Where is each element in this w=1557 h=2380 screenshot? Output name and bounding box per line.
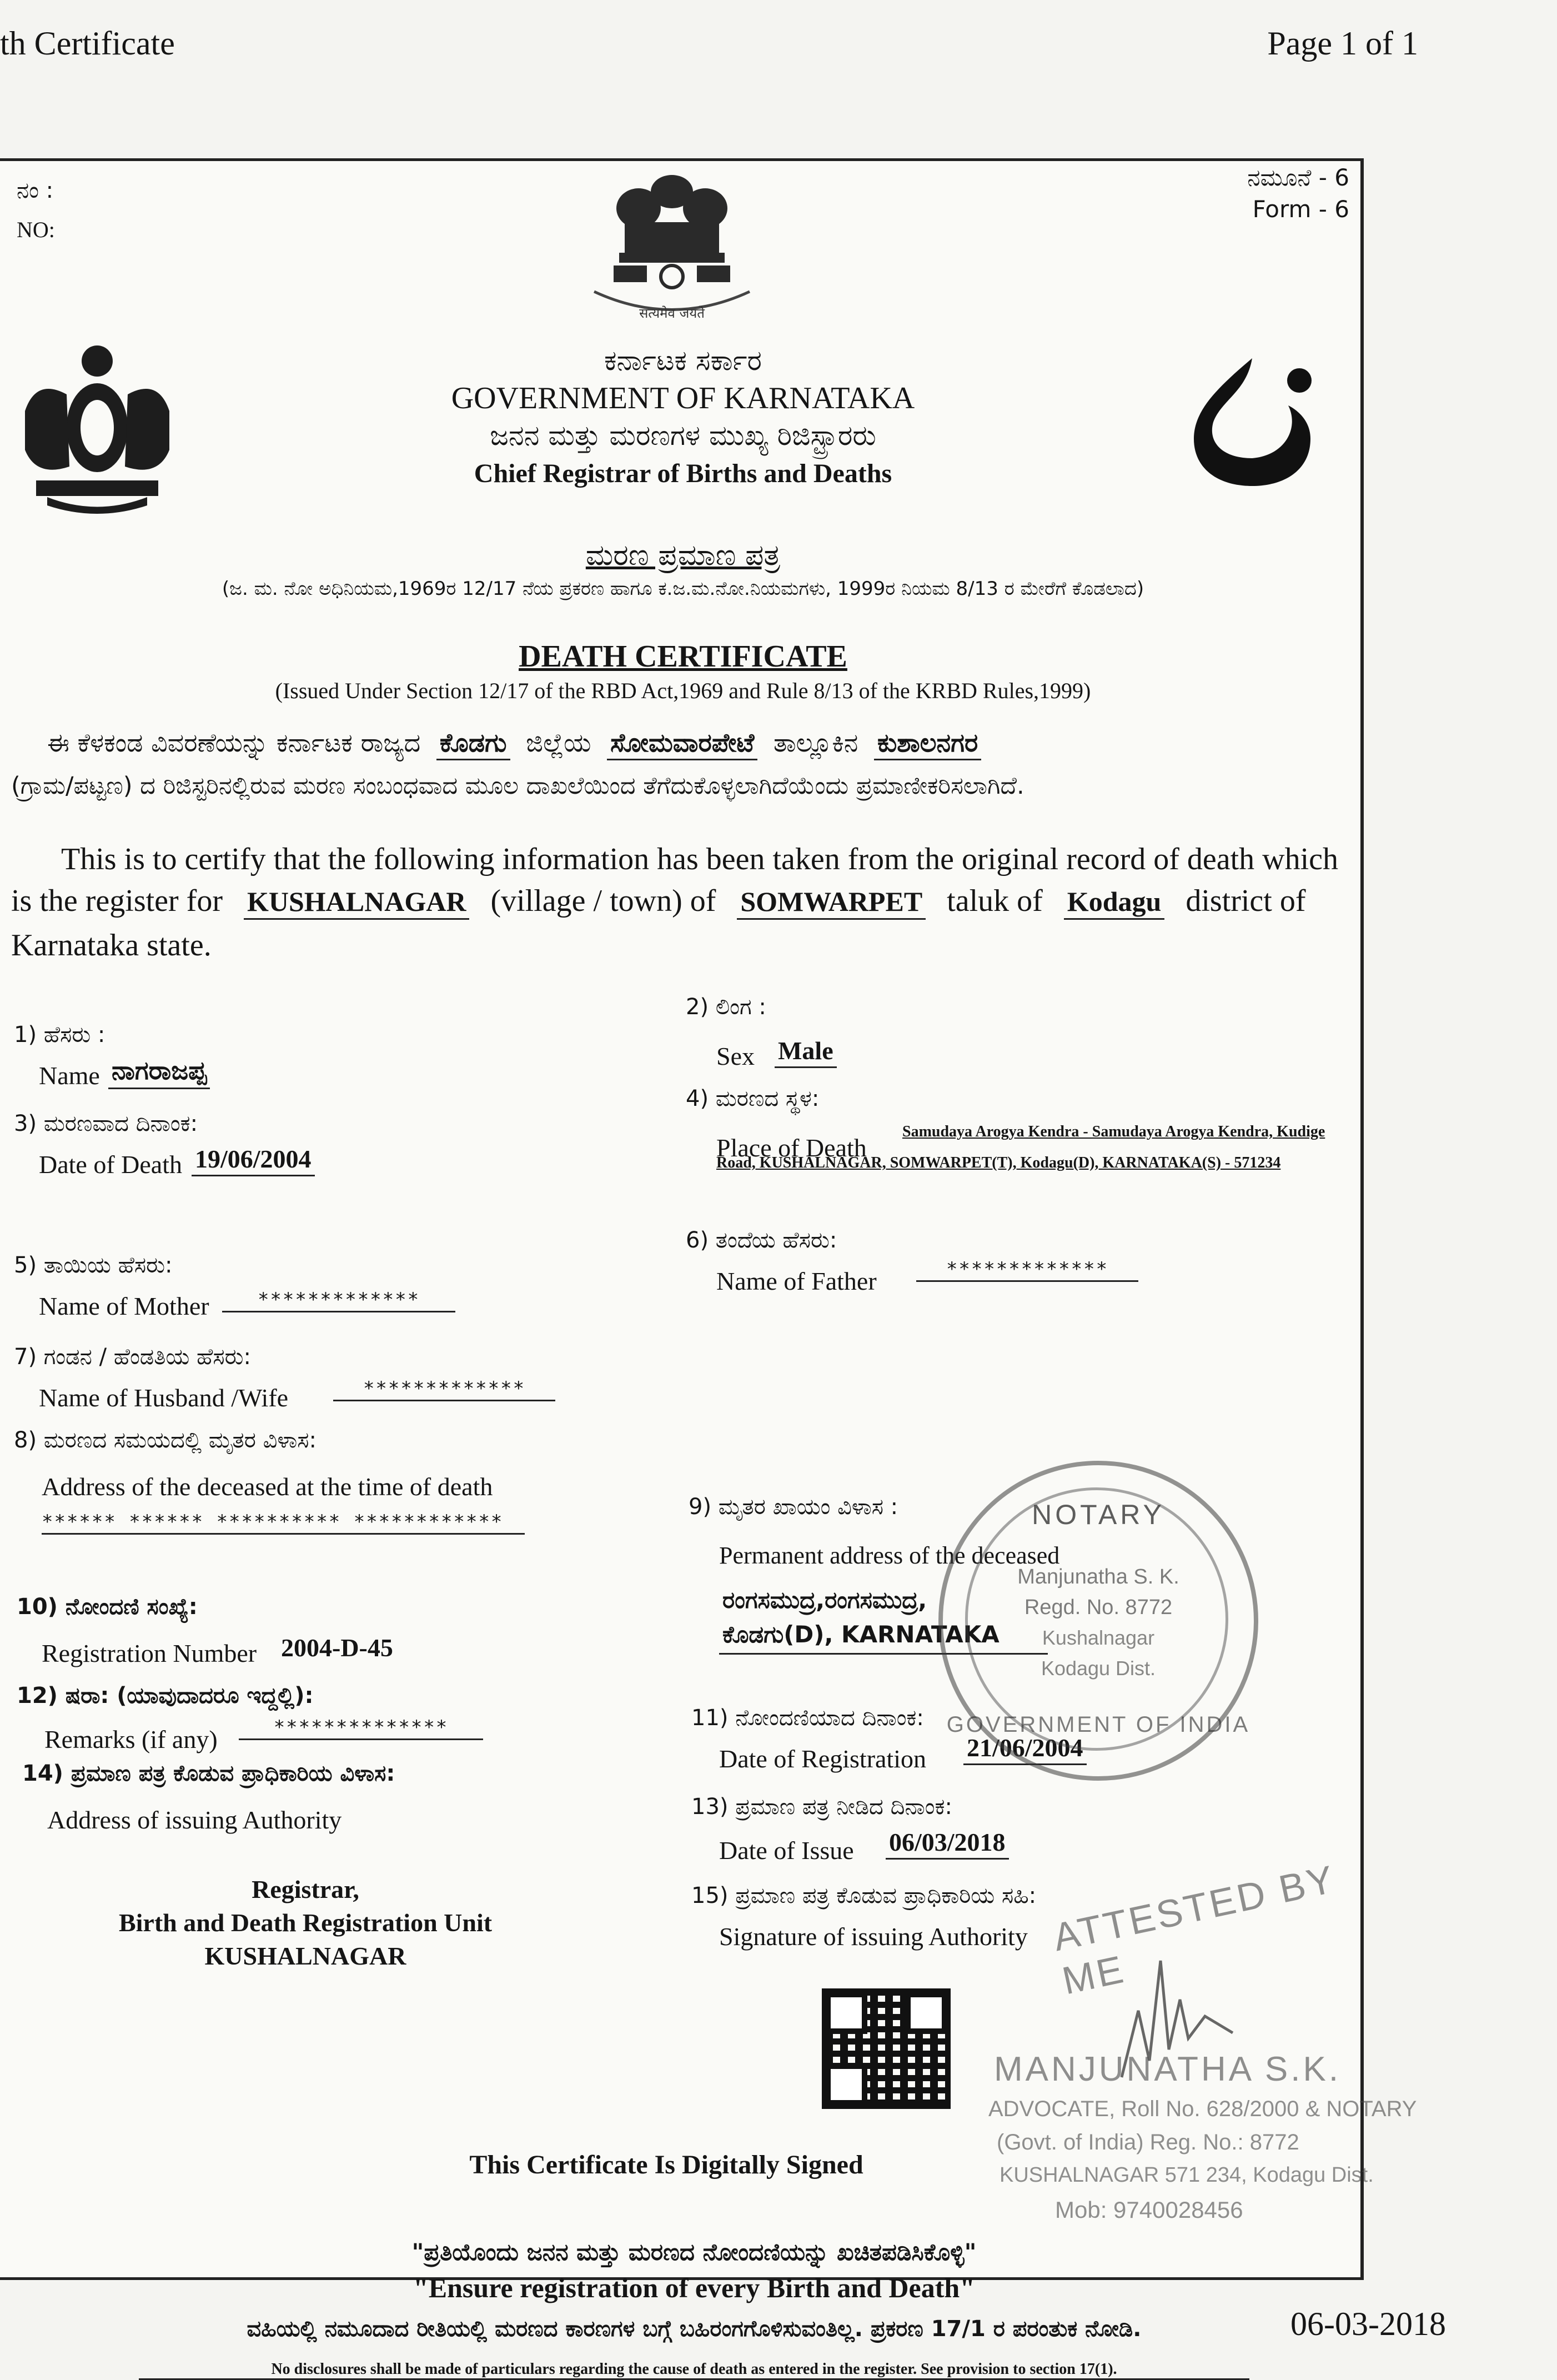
district-value: Kodagu [1064,886,1165,920]
certificate-act-kn: (ಜ. ಮ. ನೋ ಅಧಿನಿಯಮ,1969ರ 12/17 ನೆಯ ಪ್ರಕರಣ ಹಾಗೂ ಕ.ಜ.ಮ.ನೋ.ನಿಯಮಗಳು, 1999ರ ನಿಯಮ 8/13 ರ ಮೇರೆಗೆ ಕೊಡಲಾದ) [222,578,1144,600]
karnataka-emblem-icon [14,339,180,517]
sig-label-kn: 15) ಪ್ರಮಾಣ ಪತ್ರ ಕೊಡುವ ಪ್ರಾಧಿಕಾರಿಯ ಸಹಿ: [691,1883,1037,1908]
issue-value: 06/03/2018 [886,1827,1009,1860]
sex-value: Male [775,1036,837,1068]
page-number: Page 1 of 1 [1267,25,1418,62]
number-label-kn: ನಂ : [17,178,54,203]
regno-label-kn: 10) ನೋಂದಣಿ ಸಂಖ್ಯೆ: [17,1594,198,1620]
remarks-label-kn: 12) ಷರಾ: (ಯಾವುದಾದರೂ ಇದ್ದಲ್ಲಿ): [17,1683,314,1708]
form-label-kn: ನಮೂನೆ - 6 [1247,164,1349,191]
dod-value: 19/06/2004 [192,1144,315,1176]
registrar-line2: Birth and Death Registration Unit [118,1908,493,1937]
print-page-title: th Certificate [0,25,175,62]
pod-label: Place of Death [716,1134,867,1162]
pod-label-kn: 4) ಮರಣದ ಸ್ಥಳ: [686,1086,820,1111]
certification-line2: is the register for KUSHALNAGAR (village / town) of SOMWARPET taluk of Kodagu district of [11,883,1355,919]
issue-label-kn: 13) ಪ್ರಮಾಣ ಪತ್ರ ನೀಡಿದ ದಿನಾಂಕ: [691,1794,952,1820]
certificate-title-kn: ಮರಣ ಪ್ರಮಾಣ ಪತ್ರ [585,539,781,572]
digitally-signed-note: This Certificate Is Digitally Signed [469,2150,863,2179]
perm-label: Permanent address of the deceased [719,1542,1060,1569]
dod-label-kn: 3) ಮರಣವಾದ ದಿನಾಂಕ: [14,1111,198,1136]
issue-label: Date of Issue [719,1836,854,1865]
kn-certification-line2: (ಗ್ರಾಮ/ಪಟ್ಟಣ) ದ ರಿಜಿಸ್ಟರಿನಲ್ಲಿರುವ ಮರಣ ಸಂಬಂಧವಾದ ಮೂಲ ದಾಖಲೆಯಿಂದ ತೆಗೆದುಕೊಳ್ಳಲಾಗಿದೆಯೆಂದು ಪ್ರಮಾಣೀಕರಿಸಲಾಗಿದೆ. [11,772,1024,800]
certificate [0,158,1417,2378]
number-label: NO: [17,217,55,242]
certification-line1: This is to certify that the following information has been taken from the original record of death which [61,842,1338,876]
remarks-value: ************** [239,1716,483,1740]
footer-disclosure: No disclosures shall be made of particulars regarding the cause of death as entered in the register. See provision to section 17(1). [139,2361,1249,2380]
father-value: ************* [916,1258,1138,1282]
addr-death-label-kn: 8) ಮರಣದ ಸಮಯದಲ್ಲಿ ಮೃತರ ವಿಳಾಸ: [14,1427,317,1453]
dod-label: Date of Death [39,1150,182,1179]
mother-label: Name of Mother [39,1292,209,1320]
regno-value: 2004-D-45 [281,1634,393,1662]
perm-label-kn: 9) ಮೃತರ ಖಾಯಂ ವಿಳಾಸ : [689,1494,898,1520]
remarks-label: Remarks (if any) [44,1725,218,1753]
registrar-line1: Registrar, [252,1875,359,1903]
registrar-line3: KUSHALNAGAR [204,1942,406,1970]
certification-line3: Karnataka state. [11,928,212,963]
emblem-motto: सत्यमेव जयते [639,305,705,321]
name-label-kn: 1) ಹೆಸರು : [14,1022,106,1048]
regdate-label-kn: 11) ನೋಂದಣಿಯಾದ ದಿನಾಂಕ: [691,1705,924,1731]
kn-town: ಕುಶಾಲನಗರ [874,728,981,760]
kn-taluk: ಸೋಮವಾರಪೇಟೆ [607,728,757,760]
national-emblem-icon [580,167,764,328]
sex-label-kn: 2) ಲಿಂಗ : [686,994,766,1020]
govt-name-kn: ಕರ್ನಾಟಕ ಸರ್ಕಾರ [604,344,762,377]
addr-death-value: ****** ****** ********** ************ [42,1511,525,1535]
print-date: 06-03-2018 [1290,2306,1446,2342]
registrar-logo-icon [1186,350,1319,489]
mother-value: ************* [222,1289,455,1312]
qr-code-icon [822,1988,951,2109]
auth-addr-label: Address of issuing Authority [47,1806,342,1834]
spouse-label: Name of Husband /Wife [39,1384,289,1412]
registrar-title: Chief Registrar of Births and Deaths [474,459,892,488]
certificate-act: (Issued Under Section 12/17 of the RBD Act,1969 and Rule 8/13 of the KRBD Rules,1999) [275,678,1091,703]
regdate-label: Date of Registration [719,1745,927,1773]
footer-slogan: "Ensure registration of every Birth and Death" [413,2272,975,2303]
sex-label: Sex [716,1042,755,1070]
addr-death-label: Address of the deceased at the time of death [42,1472,493,1501]
certificate-title: DEATH CERTIFICATE [519,639,847,674]
taluk-value: SOMWARPET [737,886,926,920]
auth-addr-label-kn: 14) ಪ್ರಮಾಣ ಪತ್ರ ಕೊಡುವ ಪ್ರಾಧಿಕಾರಿಯ ವಿಳಾಸ: [22,1761,395,1786]
perm-value: ರಂಗಸಮುದ್ರ,ರಂಗಸಮುದ್ರ, ಕೊಡಗು(D), KARNATAKA [719,1583,1048,1655]
regdate-value: 21/06/2004 [963,1733,1087,1765]
footer-slogan-kn: "ಪ್ರತಿಯೊಂದು ಜನನ ಮತ್ತು ಮರಣದ ನೋಂದಣಿಯನ್ನು ಖಚಿತಪಡಿಸಿಕೊಳ್ಳಿ" [411,2238,977,2266]
form-label: Form - 6 [1252,196,1349,223]
pod-value: Samudaya Arogya Kendra - Samudaya Arogya Kendra, Kudige Road, KUSHALNAGAR, SOMWARPET(T), Kodagu(D), KARNATAKA(S) - 571234 [716,1123,1325,1171]
mother-label-kn: 5) ತಾಯಿಯ ಹೆಸರು: [14,1252,173,1278]
father-label: Name of Father [716,1267,877,1295]
registrar-title-kn: ಜನನ ಮತ್ತು ಮರಣಗಳ ಮುಖ್ಯ ರಿಜಿಸ್ಟ್ರಾರರು [490,419,876,452]
sig-label: Signature of issuing Authority [719,1922,1028,1951]
kn-certification-line1: ಈ ಕೆಳಕಂಡ ವಿವರಣೆಯನ್ನು ಕರ್ನಾಟಕ ರಾಜ್ಯದ ಕೊಡಗು ಜಿಲ್ಲೆಯ ಸೋಮವಾರಪೇಟೆ ತಾಲ್ಲೂಕಿನ ಕುಶಾಲನಗರ [47,728,1335,759]
footer-disclosure-kn: ವಹಿಯಲ್ಲಿ ನಮೂದಾದ ರೀತಿಯಲ್ಲಿ ಮರಣದ ಕಾರಣಗಳ ಬಗ್ಗೆ ಬಹಿರಂಗಗೊಳಿಸುವಂತಿಲ್ಲ. ಪ್ರಕರಣ 17/1 ರ ಪರಂತುಕ ನೋಡಿ. [247,2316,1142,2342]
village-value: KUSHALNAGAR [244,886,469,920]
name-label: Name [39,1061,100,1090]
kn-district: ಕೊಡಗು [436,728,510,760]
govt-name: GOVERNMENT OF KARNATAKA [451,381,915,415]
attestation-stamp: ATTESTED BY ME MANJUNATHA S.K. ADVOCATE, Roll No. 628/2000 & NOTARY (Govt. of India) Reg. No.: 8772 KUSHALNAGAR 571 234, Kodagu Dist. Mob: 9740028456 [988,1857,1417,2223]
spouse-label-kn: 7) ಗಂಡನ / ಹೆಂಡತಿಯ ಹೆಸರು: [14,1344,251,1370]
father-label-kn: 6) ತಂದೆಯ ಹೆಸರು: [686,1227,837,1253]
regno-label: Registration Number [42,1639,257,1667]
spouse-value: ************* [333,1377,555,1401]
name-value: ನಾಗರಾಜಪ್ಪ [108,1055,210,1089]
notary-stamp: NOTARY Manjunatha S. K. Regd. No. 8772 Kushalnagar Kodagu Dist. GOVERNMENT OF INDIA [938,1461,1258,1781]
